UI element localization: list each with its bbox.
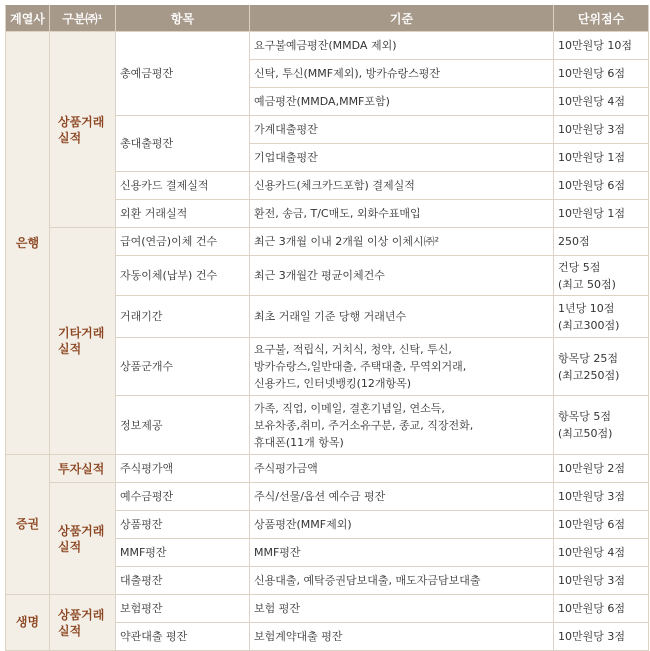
item-cell: 자동이체(납부) 건수 bbox=[116, 256, 250, 296]
table-header-row bbox=[6, 5, 649, 32]
score-cell: 10만원당 1점 bbox=[554, 144, 649, 172]
header-company: 계열사 bbox=[6, 5, 50, 32]
standard-cell: 신용대출, 예탁증권담보대출, 매도자금담보대출 bbox=[250, 567, 554, 595]
table-row bbox=[6, 483, 649, 511]
item-cell: 총예금평잔 bbox=[116, 32, 250, 116]
score-cell: 10만원당 4점 bbox=[554, 539, 649, 567]
standard-cell: MMF평잔 bbox=[250, 539, 554, 567]
score-cell: 10만원당 10점 bbox=[554, 32, 649, 60]
score-cell: 1년당 10점 (최고300점) bbox=[554, 296, 649, 338]
header-category: 구분㈜¹ bbox=[50, 5, 116, 32]
item-cell: 상품군개수 bbox=[116, 338, 250, 396]
item-cell: 정보제공 bbox=[116, 396, 250, 455]
score-cell: 10만원당 3점 bbox=[554, 116, 649, 144]
standard-cell: 보험 평잔 bbox=[250, 595, 554, 623]
header-score: 단위점수 bbox=[554, 5, 649, 32]
score-cell: 10만원당 2점 bbox=[554, 455, 649, 483]
standard-cell: 가계대출평잔 bbox=[250, 116, 554, 144]
score-cell: 10만원당 6점 bbox=[554, 511, 649, 539]
category-bank-other-trade: 기타거래 실적 bbox=[50, 228, 116, 455]
standard-cell: 신탁, 투신(MMF제외), 방카슈랑스평잔 bbox=[250, 60, 554, 88]
company-bank: 은행 bbox=[6, 32, 50, 455]
standard-cell: 예금평잔(MMDA,MMF포함) bbox=[250, 88, 554, 116]
standard-cell: 최초 거래일 기준 당행 거래년수 bbox=[250, 296, 554, 338]
item-cell: 예수금평잔 bbox=[116, 483, 250, 511]
category-securities-investment: 투자실적 bbox=[50, 455, 116, 483]
item-cell: 급여(연금)이체 건수 bbox=[116, 228, 250, 256]
standard-cell: 주식평가금액 bbox=[250, 455, 554, 483]
item-cell: 총대출평잔 bbox=[116, 116, 250, 172]
standard-cell: 신용카드(체크카드포함) 결제실적 bbox=[250, 172, 554, 200]
score-cell: 10만원당 3점 bbox=[554, 623, 649, 651]
score-cell: 10만원당 3점 bbox=[554, 483, 649, 511]
score-cell: 10만원당 6점 bbox=[554, 172, 649, 200]
score-cell: 10만원당 6점 bbox=[554, 60, 649, 88]
standard-cell: 환전, 송금, T/C매도, 외화수표매입 bbox=[250, 200, 554, 228]
standard-cell: 요구불, 적립식, 거치식, 청약, 신탁, 투신, 방카슈랑스,일반대출, 주택대출, 무역외거래, 신용카드, 인터넷뱅킹(12개항목) bbox=[250, 338, 554, 396]
table-row bbox=[6, 228, 649, 256]
standard-cell: 요구불예금평잔(MMDA 제외) bbox=[250, 32, 554, 60]
item-cell: 신용카드 결제실적 bbox=[116, 172, 250, 200]
score-cell: 10만원당 6점 bbox=[554, 595, 649, 623]
company-securities: 증권 bbox=[6, 455, 50, 595]
standard-cell: 최근 3개월 이내 2개월 이상 이체시㈜² bbox=[250, 228, 554, 256]
category-bank-product-trade: 상품거래 실적 bbox=[50, 32, 116, 228]
score-cell: 10만원당 3점 bbox=[554, 567, 649, 595]
score-cell: 건당 5점 (최고 50점) bbox=[554, 256, 649, 296]
item-cell: 외환 거래실적 bbox=[116, 200, 250, 228]
category-securities-product-trade: 상품거래 실적 bbox=[50, 483, 116, 595]
standard-cell: 기업대출평잔 bbox=[250, 144, 554, 172]
item-cell: 상품평잔 bbox=[116, 511, 250, 539]
score-cell: 10만원당 4점 bbox=[554, 88, 649, 116]
score-cell: 항목당 5점 (최고50점) bbox=[554, 396, 649, 455]
table-row bbox=[6, 32, 649, 60]
item-cell: MMF평잔 bbox=[116, 539, 250, 567]
standard-cell: 최근 3개월간 평균이체건수 bbox=[250, 256, 554, 296]
score-cell: 항목당 25점 (최고250점) bbox=[554, 338, 649, 396]
standard-cell: 보험계약대출 평잔 bbox=[250, 623, 554, 651]
score-criteria-table bbox=[5, 5, 649, 651]
standard-cell: 상품평잔(MMF제외) bbox=[250, 511, 554, 539]
item-cell: 약관대출 평잔 bbox=[116, 623, 250, 651]
score-cell: 10만원당 1점 bbox=[554, 200, 649, 228]
standard-cell: 주식/선물/옵션 예수금 평잔 bbox=[250, 483, 554, 511]
category-life-product-trade: 상품거래 실적 bbox=[50, 595, 116, 651]
item-cell: 대출평잔 bbox=[116, 567, 250, 595]
header-standard: 기준 bbox=[250, 5, 554, 32]
header-item: 항목 bbox=[116, 5, 250, 32]
standard-cell: 가족, 직업, 이메일, 결혼기념일, 연소득, 보유차종,취미, 주거소유구분, 종교, 직장전화, 휴대폰(11개 항목) bbox=[250, 396, 554, 455]
table-row bbox=[6, 595, 649, 623]
company-life: 생명 bbox=[6, 595, 50, 651]
item-cell: 보험평잔 bbox=[116, 595, 250, 623]
table-row bbox=[6, 455, 649, 483]
item-cell: 거래기간 bbox=[116, 296, 250, 338]
score-cell: 250점 bbox=[554, 228, 649, 256]
item-cell: 주식평가액 bbox=[116, 455, 250, 483]
